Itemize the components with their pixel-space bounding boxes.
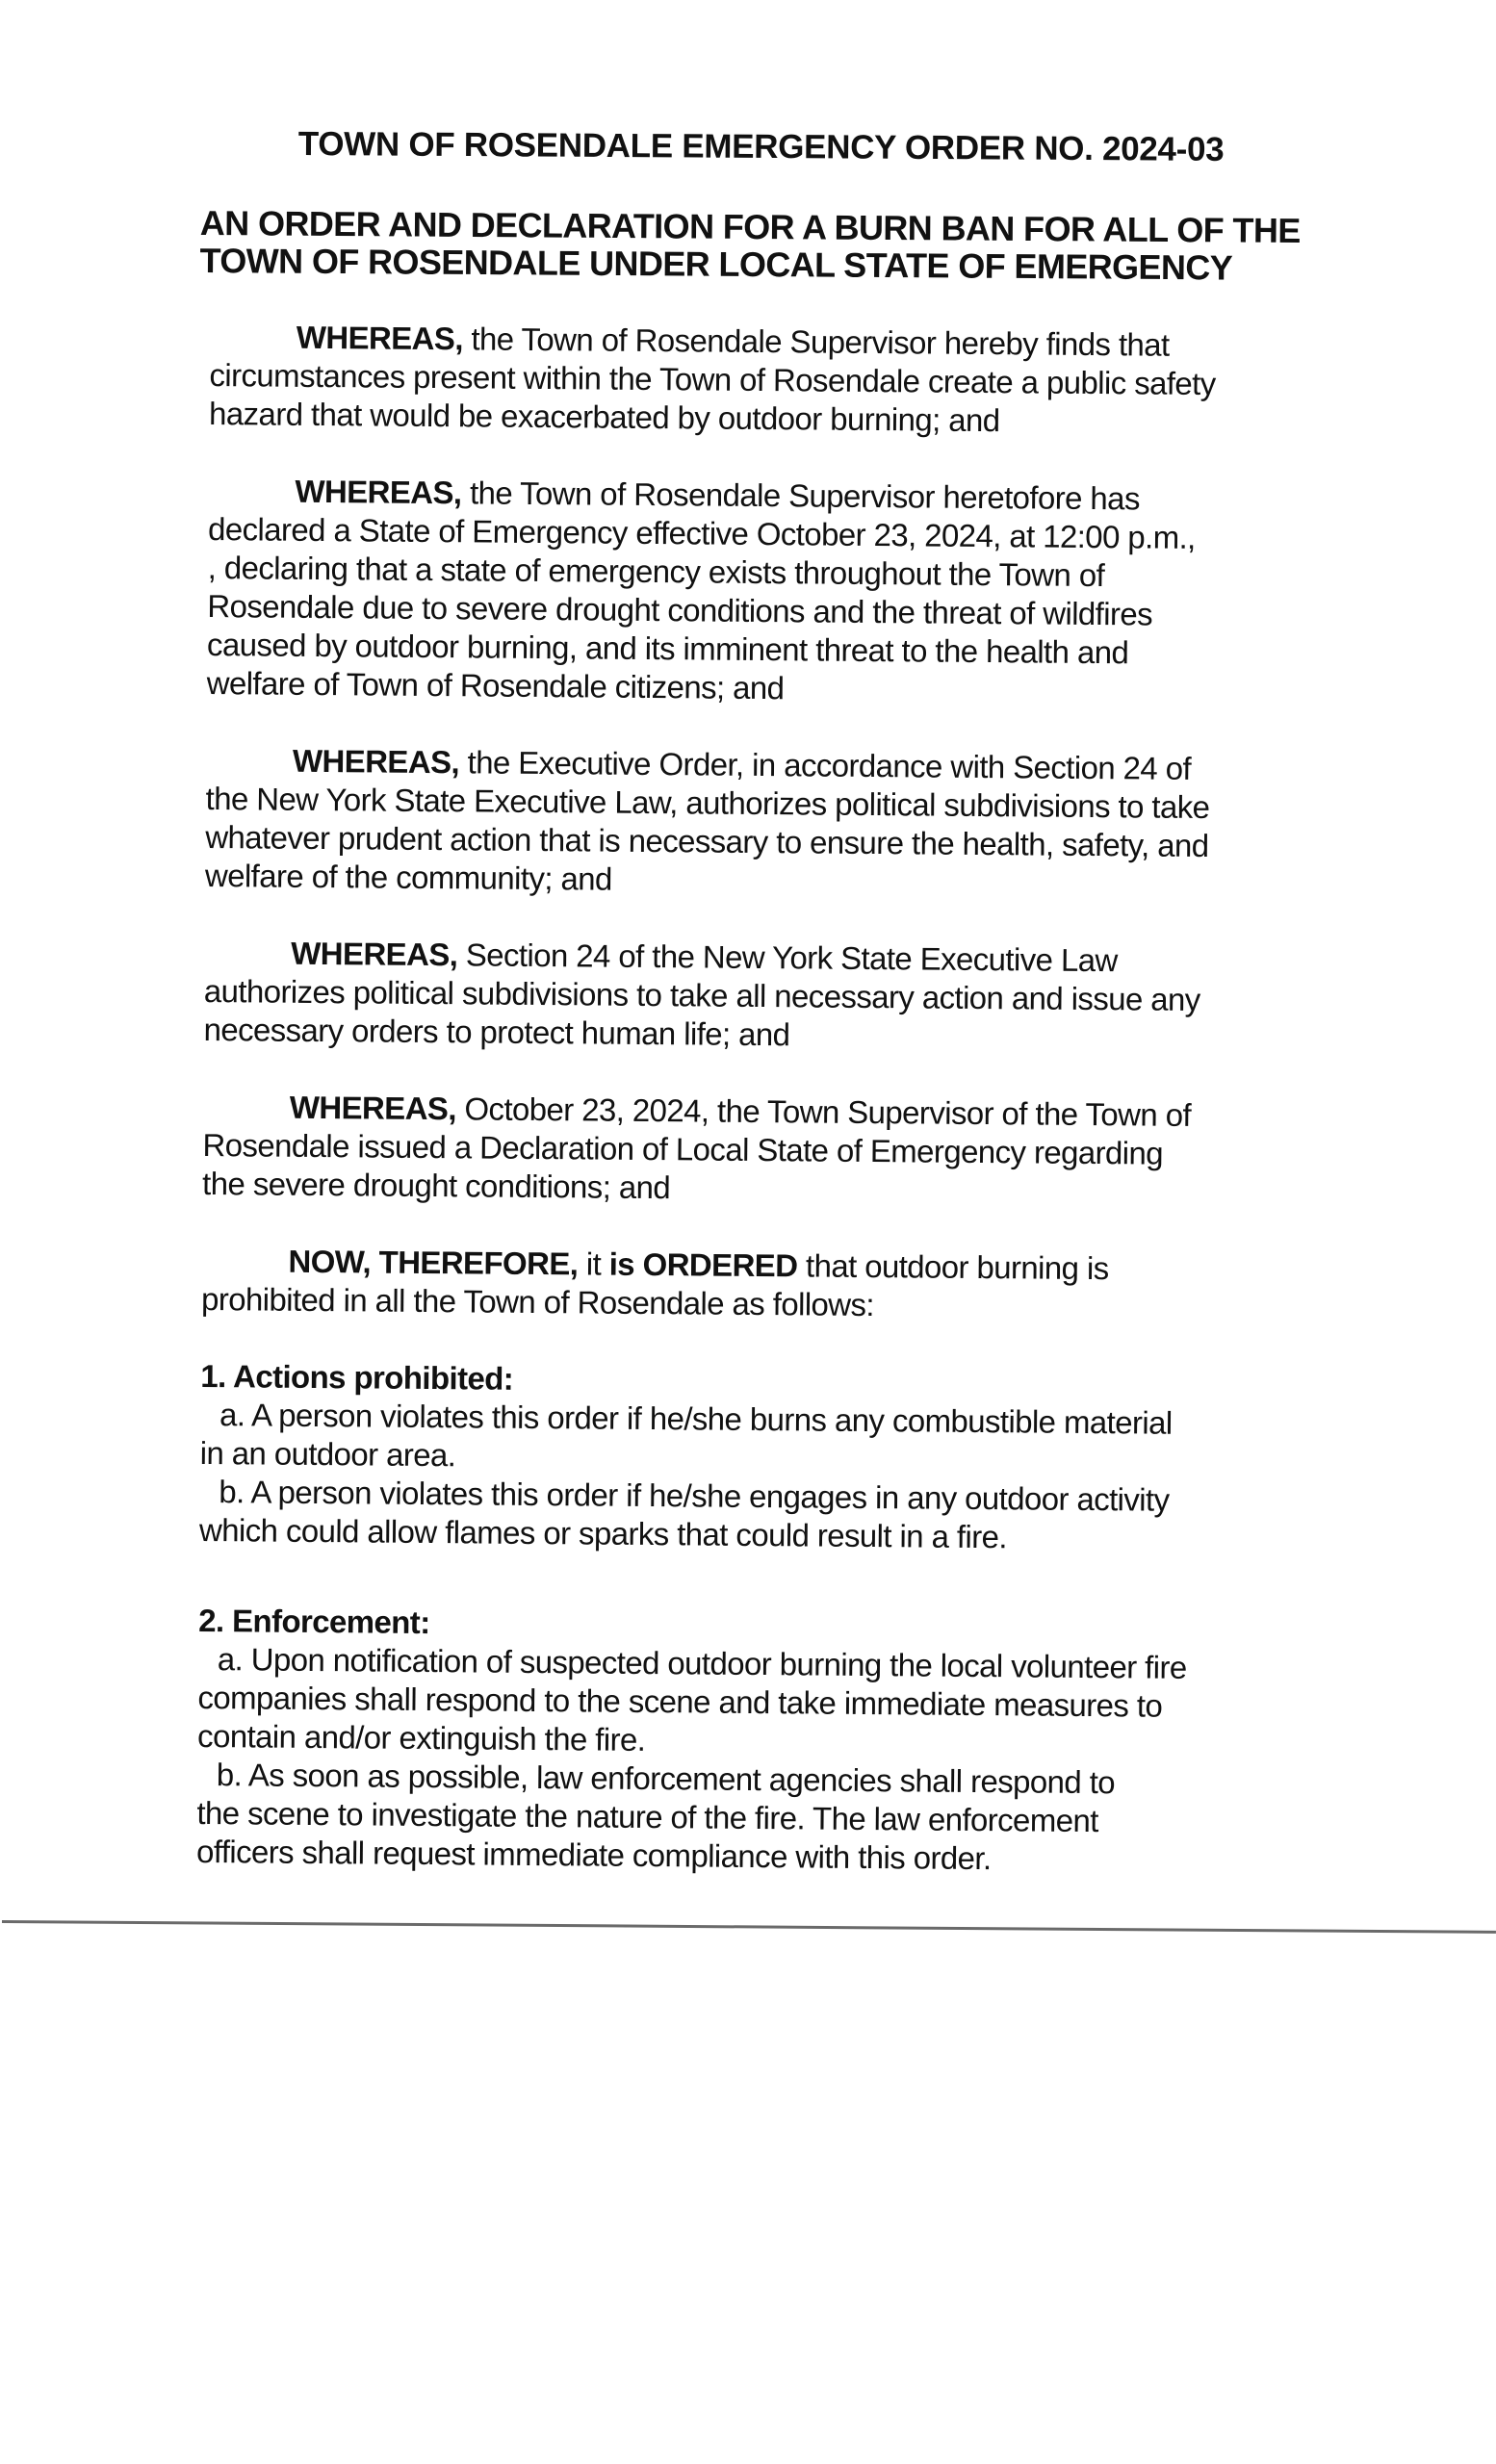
whereas-paragraph (203, 934, 1282, 1059)
paragraph-line: the Town of Rosendale Supervisor heretofore has (461, 475, 1140, 517)
subtitle-line: AN ORDER AND DECLARATION FOR A BURN BAN FOR ALL OF THE (199, 203, 1301, 250)
whereas-keyword: WHEREAS, (296, 319, 464, 357)
document-title: TOWN OF ROSENDALE EMERGENCY ORDER NO. 2024-03 (297, 125, 1225, 168)
paragraph-line: caused by outdoor burning, and its imminent threat to the health and (206, 626, 1129, 671)
document-subtitle (199, 203, 1301, 288)
paragraph-line: Section 24 of the New York State Executive Law (457, 937, 1118, 979)
paragraph-line: October 23, 2024, the Town Supervisor of the Town of (455, 1091, 1192, 1133)
whereas-paragraph (207, 472, 1287, 712)
order-text: that outdoor burning is (797, 1247, 1109, 1287)
paragraph-line: the Town of Rosendale Supervisor hereby finds that (462, 321, 1170, 363)
whereas-keyword: WHEREAS, (289, 1089, 457, 1127)
section-heading: 2. Enforcement: (198, 1602, 430, 1641)
paragraph-line: hazard that would be exacerbated by outdoor burning; and (208, 395, 1000, 439)
paragraph-line: the severe drought conditions; and (201, 1165, 671, 1206)
paragraph-line: necessary orders to protect human life; and (203, 1011, 790, 1053)
item-line: companies shall respond to the scene and take immediate measures to (197, 1679, 1163, 1724)
section-item (199, 1473, 1278, 1559)
item-line: officers shall request immediate compliance with this order. (195, 1833, 992, 1877)
order-paragraph (201, 1242, 1280, 1328)
section-enforcement (196, 1602, 1277, 1881)
paragraph-line: the Executive Order, in accordance with Section 24 of (458, 744, 1192, 786)
whereas-paragraph (209, 318, 1288, 443)
section-item (196, 1756, 1276, 1881)
paragraph-line: circumstances present within the Town of Rosendale create a public safety (209, 356, 1216, 402)
item-line: which could allow flames or sparks that could result in a fire. (198, 1511, 1008, 1555)
paragraph-line: prohibited in all the Town of Rosendale as follows: (200, 1280, 875, 1323)
paragraph-line: the New York State Executive Law, authorizes political subdivisions to take (205, 780, 1210, 826)
section-heading: 1. Actions prohibited: (200, 1357, 514, 1397)
horizontal-rule (2, 1920, 1496, 1934)
section-item (200, 1396, 1279, 1482)
whereas-paragraph (205, 741, 1284, 905)
paragraph-line: welfare of Town of Rosendale citizens; and (206, 664, 785, 706)
whereas-keyword: WHEREAS, (292, 742, 460, 781)
section-actions-prohibited (199, 1357, 1279, 1559)
item-line: a. Upon notification of suspected outdoor burning the local volunteer fire (217, 1641, 1187, 1685)
item-line: contain and/or extinguish the fire. (196, 1717, 646, 1758)
now-therefore-keyword: NOW, THEREFORE, (288, 1243, 579, 1282)
subtitle-line: TOWN OF ROSENDALE UNDER LOCAL STATE OF EMERGENCY (199, 240, 1233, 288)
item-line: the scene to investigate the nature of the fire. The law enforcement (196, 1794, 1098, 1839)
paragraph-line: whatever prudent action that is necessary to ensure the health, safety, and (205, 818, 1209, 864)
section-item (197, 1640, 1277, 1765)
paragraph-line: Rosendale issued a Declaration of Local State of Emergency regarding (202, 1126, 1164, 1171)
item-line: in an outdoor area. (199, 1434, 456, 1474)
paragraph-line: , declaring that a state of emergency exists throughout the Town of (207, 549, 1105, 594)
order-text: it (578, 1245, 609, 1282)
document-body (196, 318, 1288, 1881)
whereas-keyword: WHEREAS, (295, 473, 462, 511)
item-line: b. A person violates this order if he/she engages in any outdoor activity (219, 1474, 1170, 1518)
whereas-paragraph (202, 1088, 1281, 1213)
ordered-keyword: is ORDERED (608, 1245, 798, 1284)
item-line: a. A person violates this order if he/she burns any combustible material (219, 1397, 1173, 1441)
paragraph-line: declared a State of Emergency effective October 23, 2024, at 12:00 p.m., (207, 510, 1196, 555)
paragraph-line: welfare of the community; and (204, 857, 612, 897)
paragraph-line: authorizes political subdivisions to take all necessary action and issue any (203, 972, 1200, 1018)
paragraph-line: Rosendale due to severe drought conditions and the threat of wildfires (207, 587, 1153, 632)
whereas-keyword: WHEREAS, (291, 935, 458, 973)
item-line: b. As soon as possible, law enforcement agencies shall respond to (216, 1757, 1116, 1801)
